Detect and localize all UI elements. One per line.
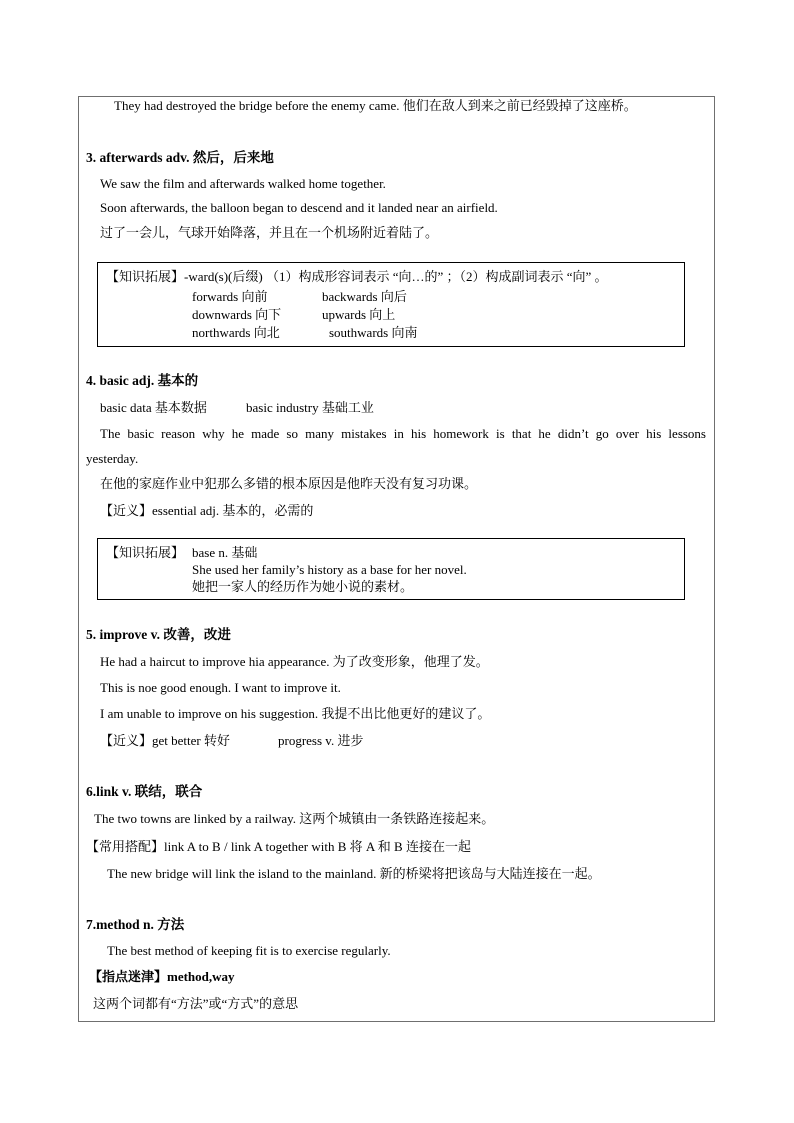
entry-heading-link: 6.link v. 联结，联合: [86, 784, 203, 799]
word-pair-right: backwards 向后: [322, 289, 407, 304]
example-sentence: He had a haircut to improve hia appearance. 为了改变形象，他理了发。: [100, 654, 489, 669]
knowledge-box-ward: [97, 262, 685, 347]
word-pair-left: northwards 向北: [192, 325, 280, 340]
example-sentence: The basic reason why he made so many mistakes in his homework is that he didn’t go over his lessons: [100, 426, 706, 441]
example-sentence: The best method of keeping fit is to exercise regularly.: [107, 943, 391, 958]
box-word: base n. 基础: [192, 545, 258, 560]
collocation: basic data 基本数据: [100, 400, 207, 415]
word-pair-right: southwards 向南: [329, 325, 418, 340]
example-sentence: The new bridge will link the island to the mainland. 新的桥梁将把该岛与大陆连接在一起。: [107, 866, 601, 881]
intro-sentence: They had destroyed the bridge before the enemy came. 他们在敌人到来之前已经毁掉了这座桥。: [114, 98, 637, 113]
word-pair-right: upwards 向上: [322, 307, 396, 322]
example-sentence: This is noe good enough. I want to improve it.: [100, 680, 341, 695]
synonym-note: progress v. 进步: [278, 733, 364, 748]
example-sentence-continued: yesterday.: [86, 451, 139, 466]
knowledge-box-base: [97, 538, 685, 600]
word-pair-left: downwards 向下: [192, 307, 282, 322]
example-translation: 在他的家庭作业中犯那么多错的根本原因是他昨天没有复习功课。: [100, 476, 478, 491]
example-sentence: I am unable to improve on his suggestion. 我提不出比他更好的建议了。: [100, 706, 491, 721]
word-pair-left: forwards 向前: [192, 289, 268, 304]
example-sentence: We saw the film and afterwards walked home together.: [100, 176, 386, 191]
box-intro: 【知识拓展】-ward(s)(后缀) （1）构成形容词表示 “向…的” ；（2）构成副词表示 “向” 。: [106, 269, 608, 284]
example-sentence: Soon afterwards, the balloon began to descend and it landed near an airfield.: [100, 200, 498, 215]
entry-heading-improve: 5. improve v. 改善，改进: [86, 627, 231, 642]
usage-note: 这两个词都有“方法”或“方式”的意思: [93, 996, 299, 1011]
entry-heading-basic: 4. basic adj. 基本的: [86, 373, 199, 388]
entry-heading-method: 7.method n. 方法: [86, 917, 185, 932]
synonym-note: 【近义】essential adj. 基本的，必需的: [100, 503, 314, 518]
box-label: 【知识拓展】: [106, 545, 185, 560]
collocation-note: 【常用搭配】link A to B / link A together with B 将 A 和 B 连接在一起: [86, 839, 471, 854]
synonym-note: 【近义】get better 转好: [100, 733, 230, 748]
box-translation: 她把一家人的经历作为她小说的素材。: [192, 579, 414, 594]
box-example: She used her family’s history as a base for her novel.: [192, 562, 467, 577]
usage-note-heading: 【指点迷津】method,way: [89, 969, 235, 984]
example-sentence: The two towns are linked by a railway. 这两个城镇由一条铁路连接起来。: [94, 811, 495, 826]
collocation: basic industry 基础工业: [246, 400, 374, 415]
example-translation: 过了一会儿，气球开始降落，并且在一个机场附近着陆了。: [100, 225, 439, 240]
entry-heading-afterwards: 3. afterwards adv. 然后，后来地: [86, 150, 274, 165]
